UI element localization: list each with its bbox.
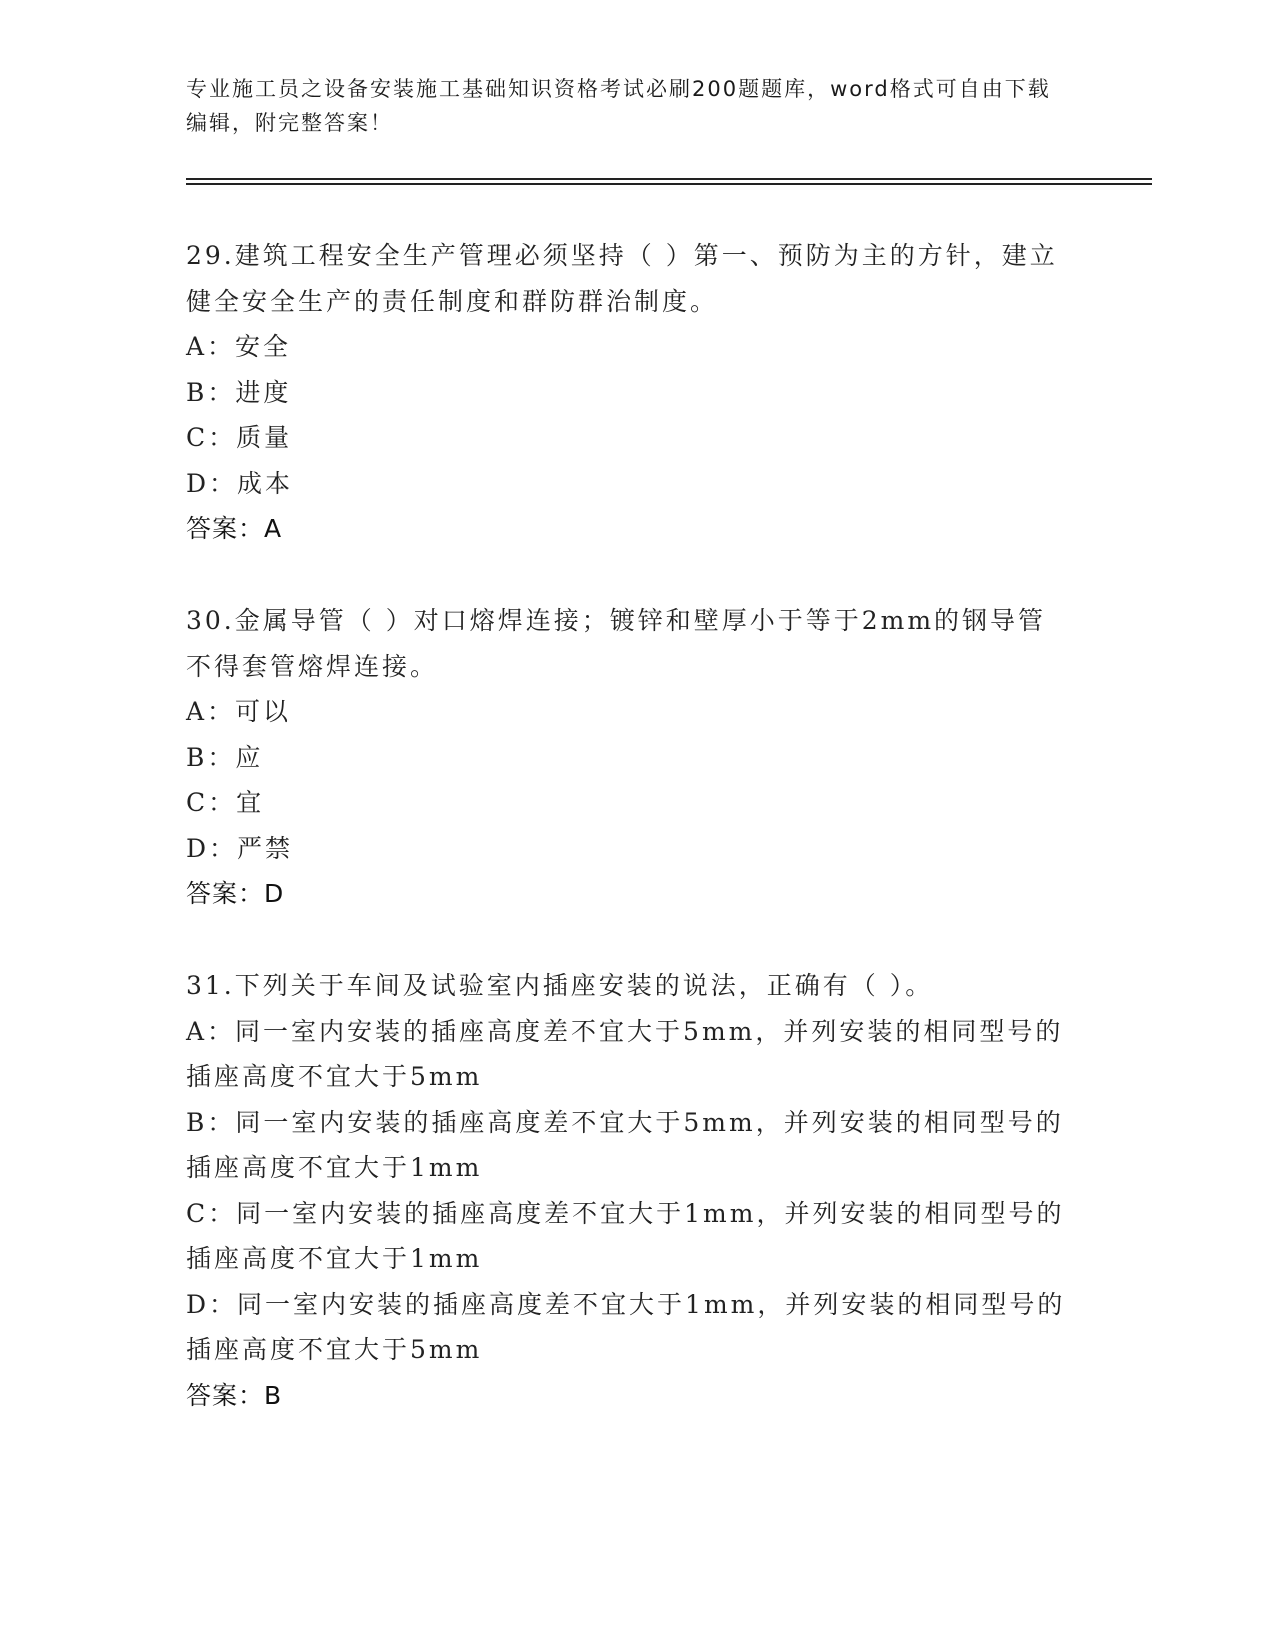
option-d: D：成本 — [186, 468, 294, 498]
option-a: A：同一室内安装的插座高度差不宜大于5mm，并列安装的相同型号的插座高度不宜大于5mm — [186, 1016, 1064, 1091]
option-d: D：同一室内安装的插座高度差不宜大于1mm，并列安装的相同型号的插座高度不宜大于5mm — [186, 1289, 1066, 1364]
option-c: C：同一室内安装的插座高度差不宜大于1mm，并列安装的相同型号的插座高度不宜大于1mm — [186, 1198, 1065, 1273]
answer-label: 答案：B — [186, 1380, 283, 1410]
option-a: A：安全 — [186, 332, 292, 361]
question-stem: 30.金属导管（ ）对口熔焊连接；镀锌和壁厚小于等于2mm的钢导管不得套管熔焊连接。 — [186, 606, 1047, 681]
answer-label: 答案：D — [186, 879, 285, 908]
option-d: D：严禁 — [186, 833, 294, 863]
header-divider-bottom — [186, 183, 1152, 185]
option-b: B：进度 — [186, 377, 292, 407]
option-b: B：应 — [186, 742, 264, 772]
option-c: C：质量 — [186, 423, 293, 452]
header-divider-top — [186, 178, 1152, 180]
question-stem: 31.下列关于车间及试验室内插座安装的说法，正确有（ ）。 — [186, 971, 934, 1000]
option-a: A：可以 — [186, 697, 292, 726]
question-30 — [186, 598, 1066, 917]
question-stem: 29.建筑工程安全生产管理必须坚持（ ）第一、预防为主的方针，建立健全安全生产的责任制度和群防群治制度。 — [186, 241, 1058, 316]
option-c: C：宜 — [186, 788, 265, 817]
question-31 — [186, 963, 1066, 1418]
document-header — [186, 72, 1066, 140]
option-b: B：同一室内安装的插座高度差不宜大于5mm，并列安装的相同型号的插座高度不宜大于1mm — [186, 1107, 1064, 1182]
header-text: 专业施工员之设备安装施工基础知识资格考试必刷200题题库，word格式可自由下载编辑，附完整答案！ — [186, 77, 1051, 135]
answer-label: 答案：A — [186, 514, 283, 543]
question-29 — [186, 233, 1066, 552]
